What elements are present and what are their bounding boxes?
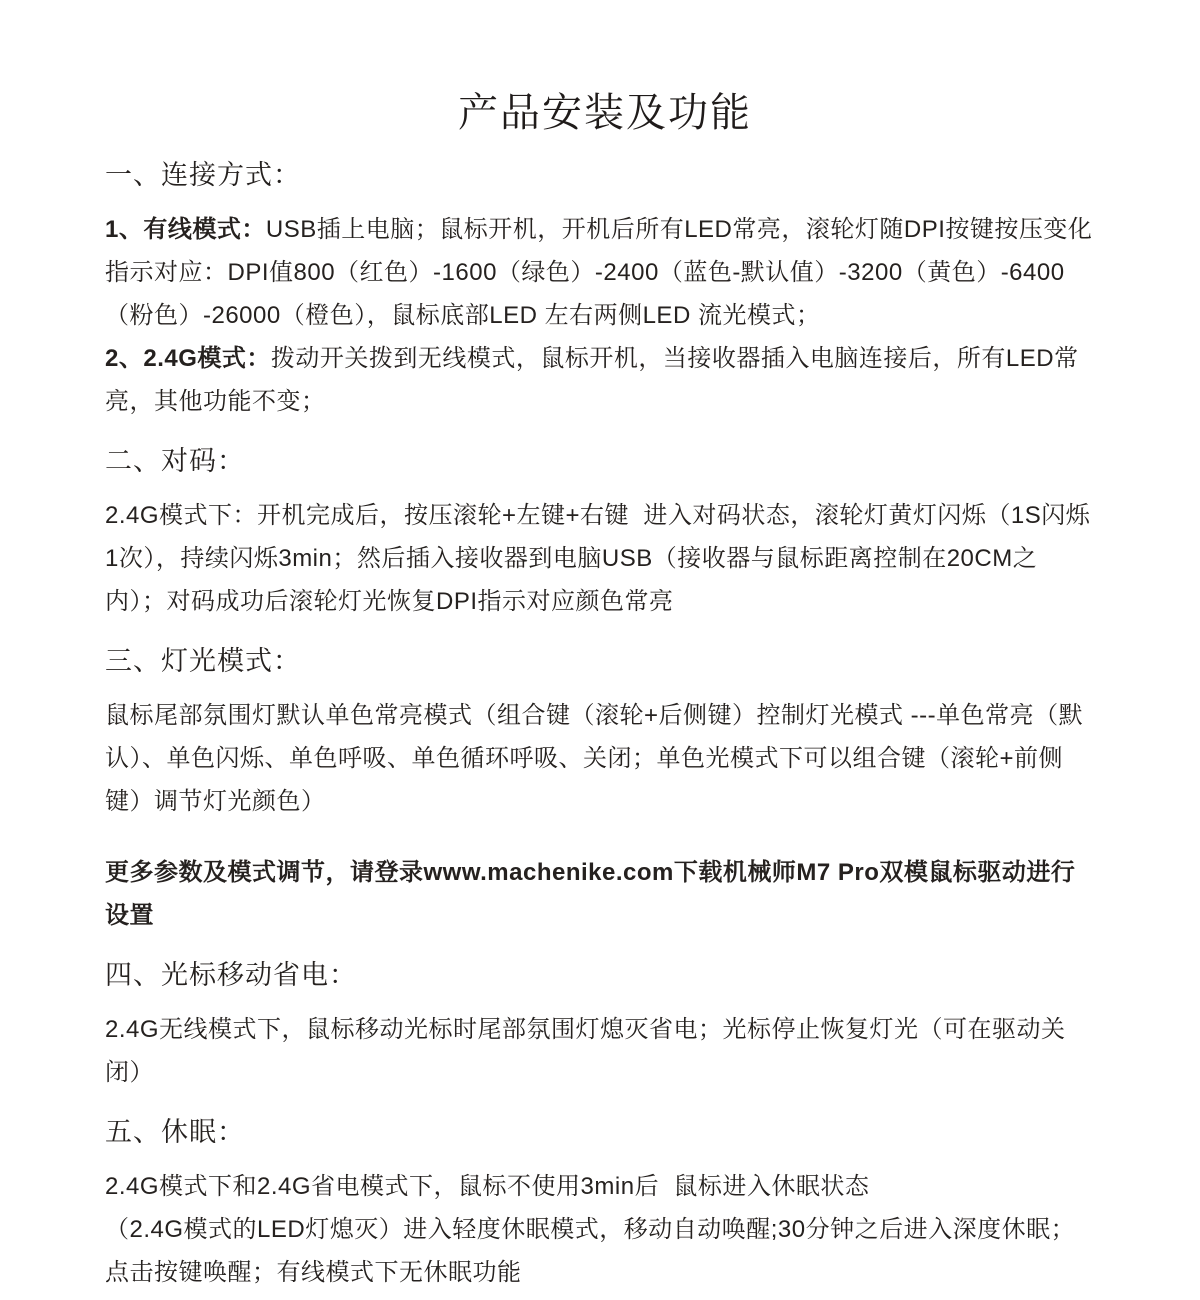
paragraph-text-wireless-mode: 拨动开关拨到无线模式，鼠标开机，当接收器插入电脑连接后，所有LED常亮，其他功能不变； (105, 345, 1079, 415)
paragraph-sleep-line-2: （2.4G模式的LED灯熄灭）进入轻度休眠模式，移动自动唤醒;30分钟之后进入深度休眠；点击按键唤醒；有线模式下无休眠功能 (105, 1216, 1076, 1286)
paragraph-lead-wired-mode: 1、有线模式： (105, 216, 266, 243)
paragraph-pairing: 2.4G模式下：开机完成后，按压滚轮+左键+右键 进入对码状态，滚轮灯黄灯闪烁（1S闪烁1次），持续闪烁3min；然后插入接收器到电脑USB（接收器与鼠标距离控制在20CM之内）；对码成功后滚轮灯光恢复DPI指示对应颜色常亮 (105, 502, 1091, 615)
paragraph-wired-mode (105, 208, 1095, 337)
paragraph-driver-download-note: 更多参数及模式调节，请登录www.machenike.com下载机械师M7 Pro双模鼠标驱动进行设置 (105, 859, 1076, 929)
section-heading-power-saving: 四、光标移动省电： (105, 960, 357, 990)
paragraph-wireless-mode (105, 337, 1095, 423)
paragraph-sleep-line-1: 2.4G模式下和2.4G省电模式下，鼠标不使用3min后 鼠标进入休眠状态 (105, 1173, 870, 1200)
paragraph-power-saving: 2.4G无线模式下，鼠标移动光标时尾部氛围灯熄灭省电；光标停止恢复灯光（可在驱动关闭） (105, 1016, 1066, 1086)
section-heading-sleep: 五、休眠： (105, 1117, 245, 1147)
section-heading-pairing: 二、对码： (105, 446, 245, 476)
section-heading-connection-mode: 一、连接方式： (105, 160, 301, 190)
section-heading-lighting-mode: 三、灯光模式： (105, 646, 301, 676)
paragraph-lighting-mode: 鼠标尾部氛围灯默认单色常亮模式（组合键（滚轮+后侧键）控制灯光模式 ---单色常亮（默认）、单色闪烁、单色呼吸、单色循环呼吸、关闭；单色光模式下可以组合键（滚轮+前侧键）调节灯光颜色） (105, 702, 1084, 815)
paragraph-text-wired-mode: USB插上电脑；鼠标开机，开机后所有LED常亮，滚轮灯随DPI按键按压变化指示对应：DPI值800（红色）-1600（绿色）-2400（蓝色-默认值）-3200（黄色）-6400（粉色）-26000（橙色），鼠标底部LED 左右两侧LED 流光模式； (105, 216, 1093, 329)
page-title: 产品安装及功能 (458, 91, 752, 135)
paragraph-lead-wireless-mode: 2、2.4G模式： (105, 345, 271, 372)
